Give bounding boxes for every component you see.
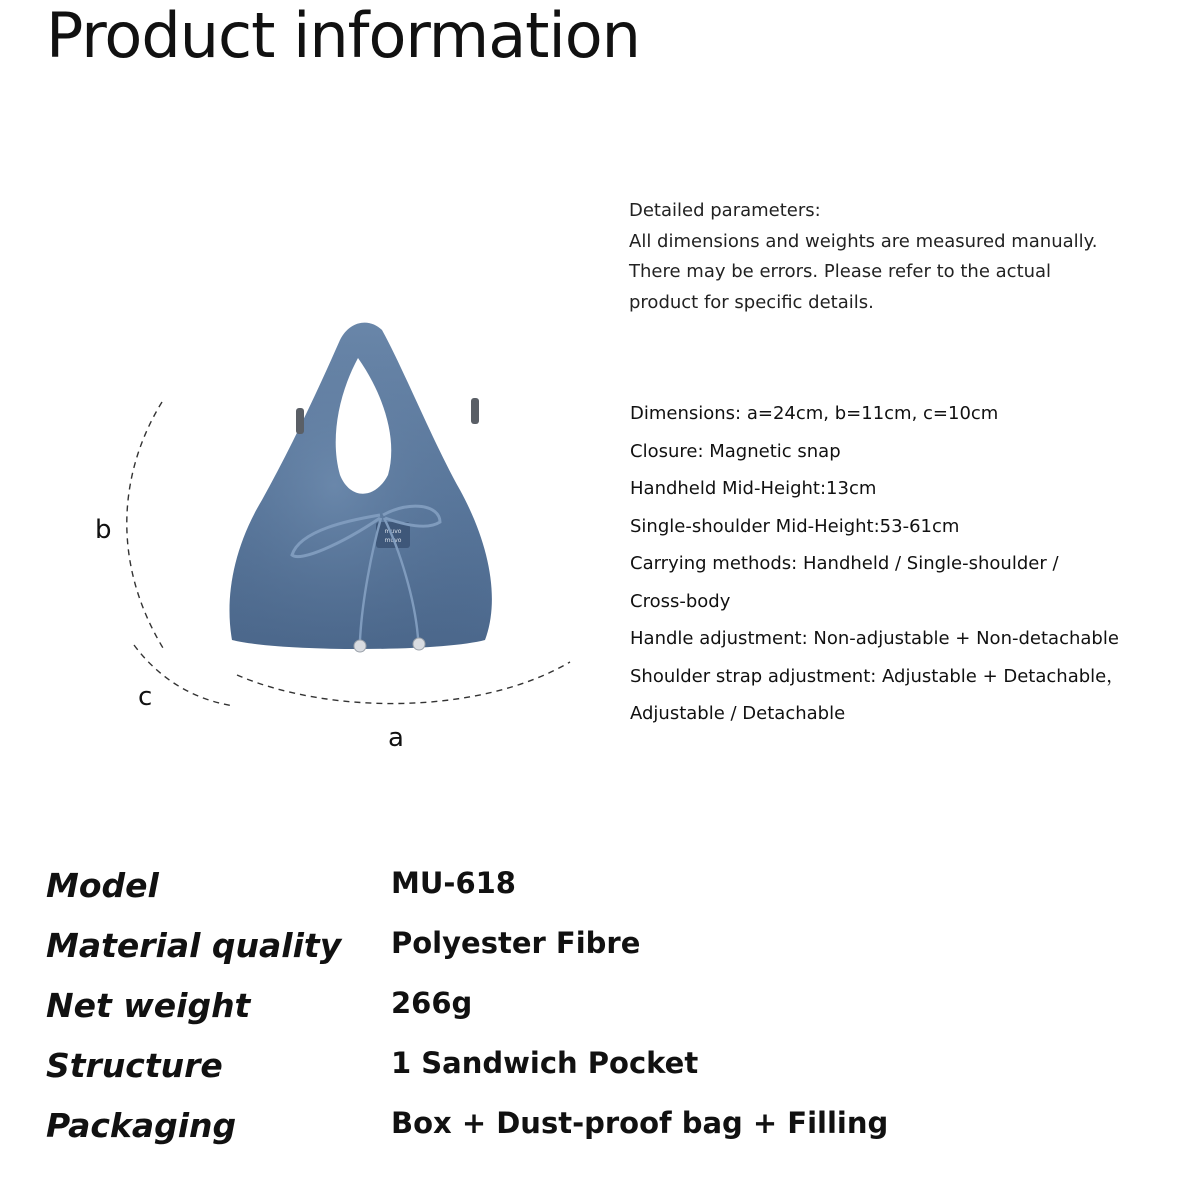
- info-row-packaging: [46, 1098, 1166, 1158]
- note-line: Detailed parameters:: [629, 200, 821, 221]
- dimension-arc-a: [237, 662, 570, 704]
- product-info-table: [46, 858, 1166, 1158]
- page-title: Product information: [46, 0, 640, 72]
- info-label: Packaging: [46, 1106, 237, 1145]
- info-label: Model: [46, 866, 159, 905]
- info-label: Structure: [46, 1046, 223, 1085]
- spec-line: Adjustable / Detachable: [630, 703, 846, 724]
- dimension-label-c: c: [138, 682, 153, 712]
- info-value: 266g: [391, 986, 473, 1020]
- bag-tag-text-1: muvo: [384, 528, 402, 535]
- spec-line: Shoulder strap adjustment: Adjustable + Detachable，: [630, 665, 1125, 687]
- note-line: All dimensions and weights are measured manually.: [629, 230, 1098, 252]
- note-line: product for specific details.: [629, 291, 874, 313]
- info-value: 1 Sandwich Pocket: [391, 1046, 699, 1080]
- handbag: [230, 323, 492, 652]
- bag-tag-text-2: muvo: [384, 537, 402, 544]
- spec-line: Single-shoulder Mid-Height:53-61cm: [630, 515, 960, 537]
- info-row-material: [46, 918, 1166, 978]
- info-value: MU-618: [391, 866, 516, 900]
- info-row-model: [46, 858, 1166, 918]
- info-label: Material quality: [46, 926, 342, 965]
- spec-line: Cross-body: [630, 590, 731, 612]
- measurement-note: [629, 196, 1169, 318]
- spec-list: [630, 395, 1190, 733]
- spec-line: Handheld Mid-Height:13cm: [630, 478, 877, 499]
- info-label: Net weight: [46, 986, 251, 1025]
- spec-line: Dimensions: a=24cm, b=11cm, c=10cm: [630, 403, 999, 424]
- info-value: Box + Dust-proof bag + Filling: [391, 1106, 889, 1140]
- product-illustration: [0, 300, 600, 780]
- info-value: Polyester Fibre: [391, 926, 641, 960]
- info-row-net-weight: [46, 978, 1166, 1038]
- dimension-arc-b: [127, 402, 163, 648]
- bag-diagram: [0, 300, 600, 780]
- spec-line: Closure: Magnetic snap: [630, 440, 841, 462]
- dimension-label-b: b: [95, 515, 112, 545]
- spec-line: Handle adjustment: Non-adjustable + Non-detachable: [630, 628, 1119, 649]
- spec-line: Carrying methods: Handheld / Single-shoulder /: [630, 553, 1059, 574]
- note-line: There may be errors. Please refer to the actual: [629, 261, 1052, 282]
- info-row-structure: [46, 1038, 1166, 1098]
- dimension-label-a: a: [388, 723, 404, 753]
